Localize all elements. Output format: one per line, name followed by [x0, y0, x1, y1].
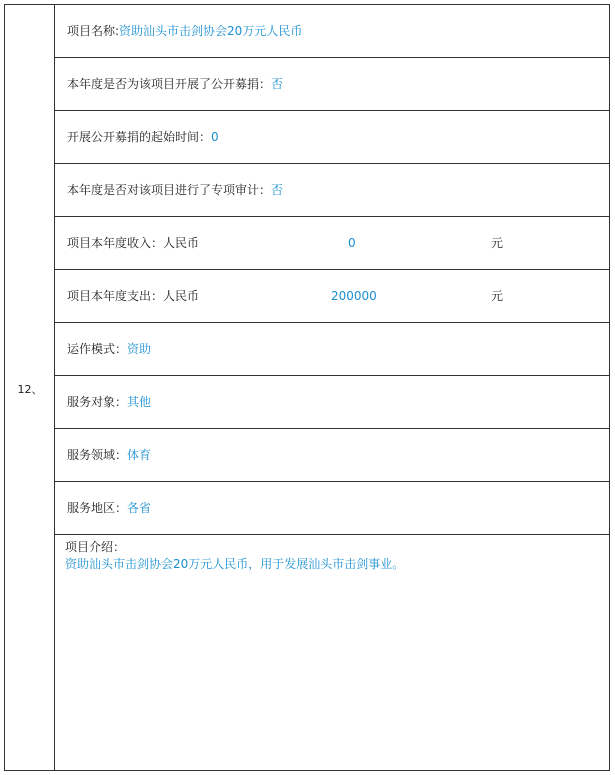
row-service-field [55, 429, 609, 482]
service-target-label: 服务对象： [67, 395, 128, 409]
expense-amount: 200000 [331, 289, 377, 303]
row-expense [55, 270, 609, 323]
service-target-value: 其他 [127, 395, 152, 409]
project-rows [55, 5, 609, 535]
service-field-label: 服务领域： [67, 448, 128, 462]
service-field-value: 体育 [127, 448, 152, 462]
public-fundraising-label: 本年度是否为该项目开展了公开募捐： [67, 77, 272, 91]
income-unit: 元 [491, 236, 504, 250]
project-intro [55, 535, 609, 770]
intro-label: 项目介绍： [65, 540, 126, 554]
row-service-target [55, 376, 609, 429]
row-public-fundraising [55, 58, 609, 111]
row-service-region [55, 482, 609, 535]
operation-mode-value: 资助 [127, 342, 152, 356]
row-project-name [55, 5, 609, 58]
operation-mode-label: 运作模式： [67, 342, 128, 356]
service-region-value: 各省 [127, 501, 152, 515]
income-amount: 0 [348, 236, 356, 250]
row-income [55, 217, 609, 270]
special-audit-value: 否 [271, 183, 284, 197]
fundraising-start-value: 0 [211, 130, 219, 144]
row-special-audit [55, 164, 609, 217]
project-table [4, 4, 610, 771]
special-audit-label: 本年度是否对该项目进行了专项审计： [67, 183, 272, 197]
service-region-label: 服务地区： [67, 501, 128, 515]
project-name-value: 资助汕头市击剑协会20万元人民币 [119, 24, 303, 38]
item-index: 12、 [17, 383, 43, 396]
index-column [5, 5, 55, 770]
intro-text: 资助汕头市击剑协会20万元人民币，用于发展汕头市击剑事业。 [65, 557, 405, 571]
income-label: 项目本年度收入：人民币 [67, 236, 200, 250]
expense-unit: 元 [491, 289, 504, 303]
fundraising-start-label: 开展公开募捐的起始时间： [67, 130, 212, 144]
project-name-label: 项目名称: [67, 24, 120, 38]
expense-label: 项目本年度支出：人民币 [67, 289, 200, 303]
public-fundraising-value: 否 [271, 77, 284, 91]
row-fundraising-start [55, 111, 609, 164]
row-operation-mode [55, 323, 609, 376]
